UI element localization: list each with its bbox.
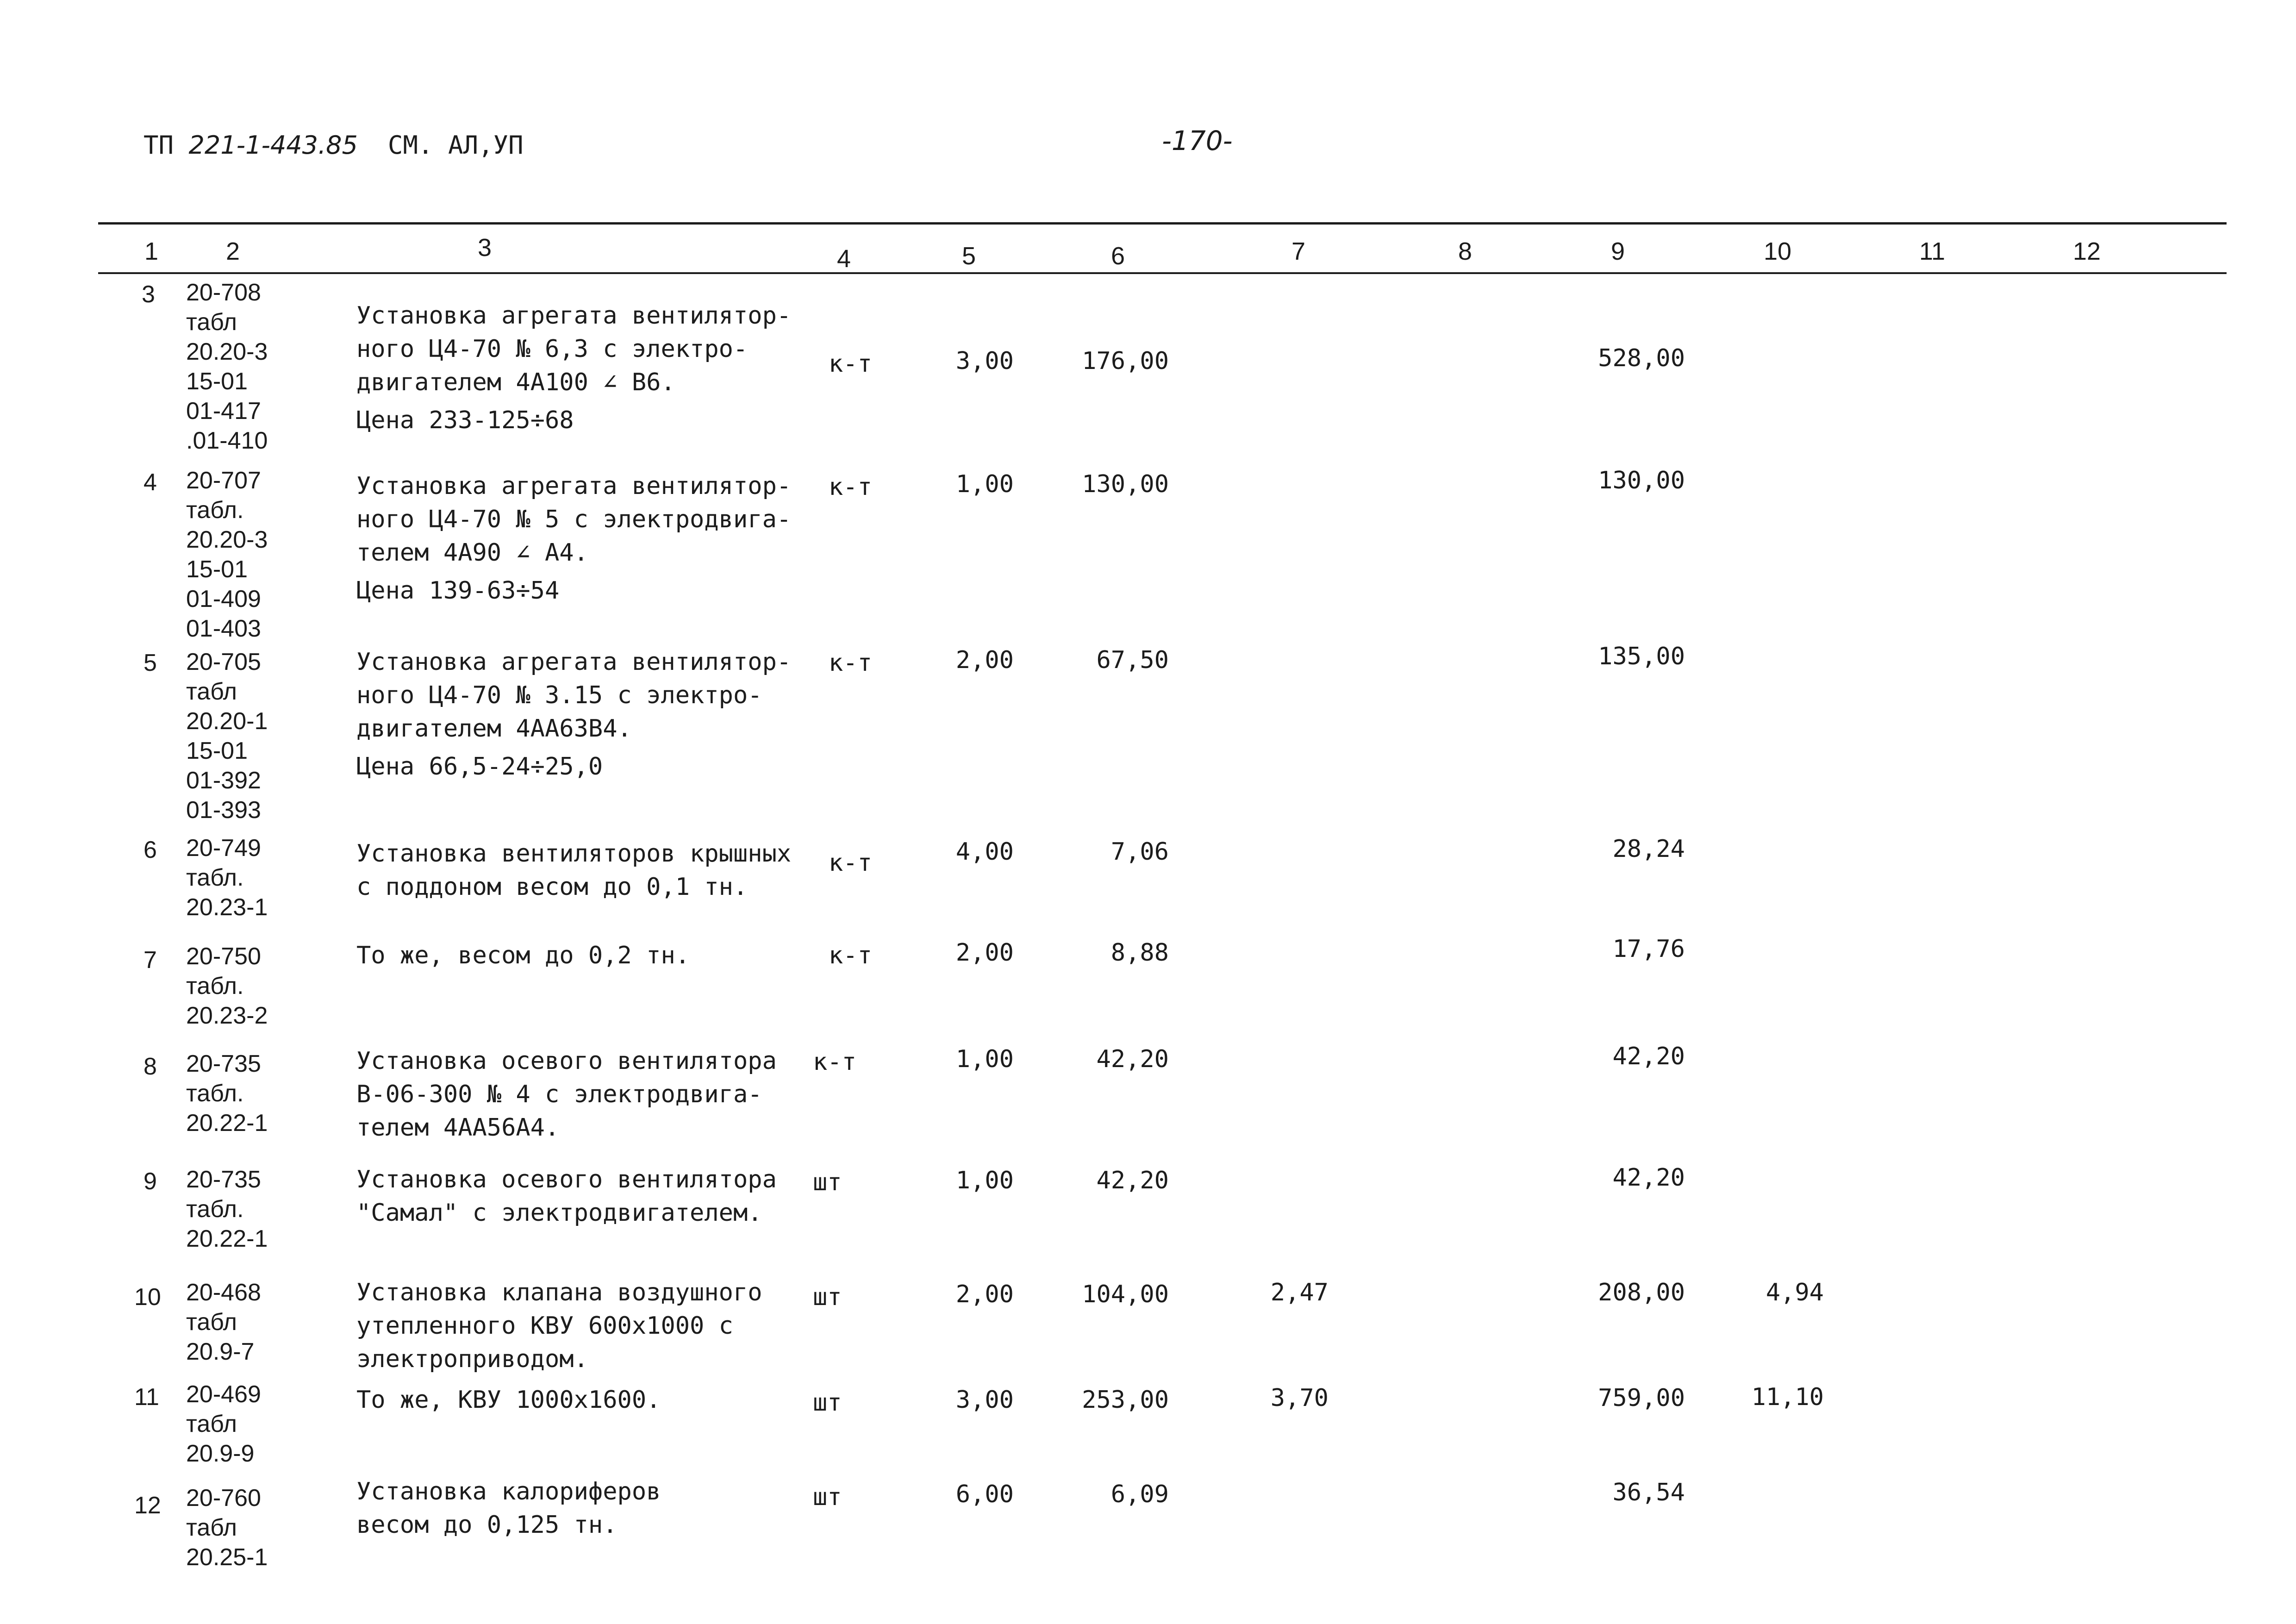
row-number: 8 <box>144 1053 157 1080</box>
norm-code: 20-760 табл 20.25-1 <box>186 1485 268 1571</box>
total-cost: 130,00 <box>1598 467 1685 494</box>
norm-code: 20-705 табл 20.20-1 15-01 01-392 01-393 <box>186 649 268 824</box>
quantity: 2,00 <box>955 1280 1014 1308</box>
unit: к-т <box>829 649 872 677</box>
row-number: 11 <box>134 1384 159 1411</box>
norm-code: 20-468 табл 20.9-7 <box>186 1279 261 1365</box>
column-header-2: 2 <box>226 237 240 265</box>
total-cost: 208,00 <box>1598 1279 1685 1306</box>
norm-code: 20-735 табл. 20.22-1 <box>186 1166 268 1252</box>
total-cost: 42,20 <box>1612 1164 1685 1192</box>
total-cost: 28,24 <box>1612 835 1685 863</box>
document-code <box>144 131 524 160</box>
work-description: Установка вентиляторов крышных с поддоном весом до 0,1 тн. <box>356 840 792 901</box>
row-number: 9 <box>144 1168 157 1195</box>
total-cost: 528,00 <box>1598 344 1685 372</box>
unit-price: 42,20 <box>1096 1045 1169 1073</box>
unit-price: 7,06 <box>1111 838 1169 866</box>
total-cost: 17,76 <box>1612 935 1685 963</box>
unit-price: 67,50 <box>1096 646 1169 674</box>
norm-code: 20-749 табл. 20.23-1 <box>186 835 268 921</box>
unit: шт <box>813 1168 842 1196</box>
unit-price: 176,00 <box>1082 347 1169 375</box>
work-description: Установка калориферов весом до 0,125 тн. <box>356 1478 661 1539</box>
row-number: 3 <box>142 281 155 308</box>
quantity: 1,00 <box>955 1045 1014 1073</box>
quantity: 1,00 <box>955 1167 1014 1194</box>
total-cost: 759,00 <box>1598 1384 1685 1412</box>
norm-code: 20-469 табл 20.9-9 <box>186 1381 261 1467</box>
column-header-9: 9 <box>1611 237 1625 265</box>
row-number: 5 <box>144 650 157 676</box>
column-header-5: 5 <box>962 242 976 270</box>
labor-hours: 3,70 <box>1270 1384 1329 1412</box>
work-description: Установка агрегата вентилятор- ного Ц4-70 № 6,3 с электро- двигателем 4А100 ∠ В6. Цена 233-125÷68 <box>356 302 792 434</box>
table-top-rule <box>98 222 2227 225</box>
labor-hours: 2,47 <box>1270 1279 1329 1306</box>
page-number: -170- <box>1162 125 1233 156</box>
quantity: 2,00 <box>955 646 1014 674</box>
document-section: СМ. АЛ,УП <box>387 131 524 160</box>
labor-total: 4,94 <box>1766 1279 1824 1306</box>
total-cost: 36,54 <box>1612 1479 1685 1506</box>
unit: к-т <box>829 849 872 877</box>
row-number: 4 <box>144 469 157 496</box>
unit-price: 8,88 <box>1111 939 1169 967</box>
work-description: Установка агрегата вентилятор- ного Ц4-70 № 5 с электродвига- телем 4А90 ∠ А4. Цена 139-63÷54 <box>356 472 792 605</box>
row-number: 12 <box>134 1492 161 1519</box>
unit: шт <box>813 1483 842 1511</box>
quantity: 3,00 <box>955 1386 1014 1414</box>
norm-code: 20-735 табл. 20.22-1 <box>186 1050 268 1137</box>
column-header-10: 10 <box>1764 237 1792 265</box>
unit-price: 6,09 <box>1111 1480 1169 1508</box>
norm-code: 20-707 табл. 20.20-3 15-01 01-409 01-403 <box>186 467 268 642</box>
document-code-prefix: ТП <box>144 131 174 160</box>
work-description: То же, КВУ 1000х1600. <box>356 1386 661 1414</box>
work-description: Установка клапана воздушного утепленного КВУ 600х1000 с электроприводом. <box>356 1279 762 1373</box>
column-header-4: 4 <box>837 245 851 273</box>
unit: к-т <box>829 350 872 378</box>
column-header-12: 12 <box>2073 237 2101 265</box>
total-cost: 135,00 <box>1598 643 1685 670</box>
quantity: 6,00 <box>955 1480 1014 1508</box>
column-header-6: 6 <box>1111 242 1125 270</box>
column-header-1: 1 <box>144 237 159 265</box>
unit-price: 42,20 <box>1096 1167 1169 1194</box>
unit-price: 104,00 <box>1082 1280 1169 1308</box>
row-number: 10 <box>134 1284 161 1311</box>
work-description: Установка осевого вентилятора В-06-300 № 4 с электродвига- телем 4АА56А4. <box>356 1047 777 1142</box>
total-cost: 42,20 <box>1612 1043 1685 1070</box>
unit: к-т <box>813 1048 856 1076</box>
column-header-11: 11 <box>1919 237 1946 265</box>
row-number: 7 <box>144 947 157 974</box>
norm-code: 20-708 табл 20.20-3 15-01 01-417 .01-410 <box>186 279 268 454</box>
unit-price: 253,00 <box>1082 1386 1169 1414</box>
column-header-3: 3 <box>478 234 492 262</box>
labor-total: 11,10 <box>1751 1383 1824 1411</box>
column-header-7: 7 <box>1292 237 1306 265</box>
work-description: Установка агрегата вентилятор- ного Ц4-70 № 3.15 с электро- двигателем 4АА63В4. Цена 66,5-24÷25,0 <box>356 648 792 781</box>
column-header-8: 8 <box>1458 237 1472 265</box>
quantity: 3,00 <box>955 347 1014 375</box>
quantity: 1,00 <box>955 470 1014 498</box>
quantity: 4,00 <box>955 838 1014 866</box>
document-code-number: 221-1-443.85 <box>188 131 358 160</box>
work-description: То же, весом до 0,2 тн. <box>356 942 690 969</box>
unit: к-т <box>829 473 872 501</box>
norm-code: 20-750 табл. 20.23-2 <box>186 943 268 1029</box>
unit: шт <box>813 1283 842 1311</box>
table-header-rule <box>98 272 2227 274</box>
work-description: Установка осевого вентилятора "Самал" с электродвигателем. <box>356 1166 777 1227</box>
quantity: 2,00 <box>955 939 1014 967</box>
unit: шт <box>813 1389 842 1417</box>
unit-price: 130,00 <box>1082 470 1169 498</box>
unit: к-т <box>829 942 872 969</box>
row-number: 6 <box>144 837 157 863</box>
